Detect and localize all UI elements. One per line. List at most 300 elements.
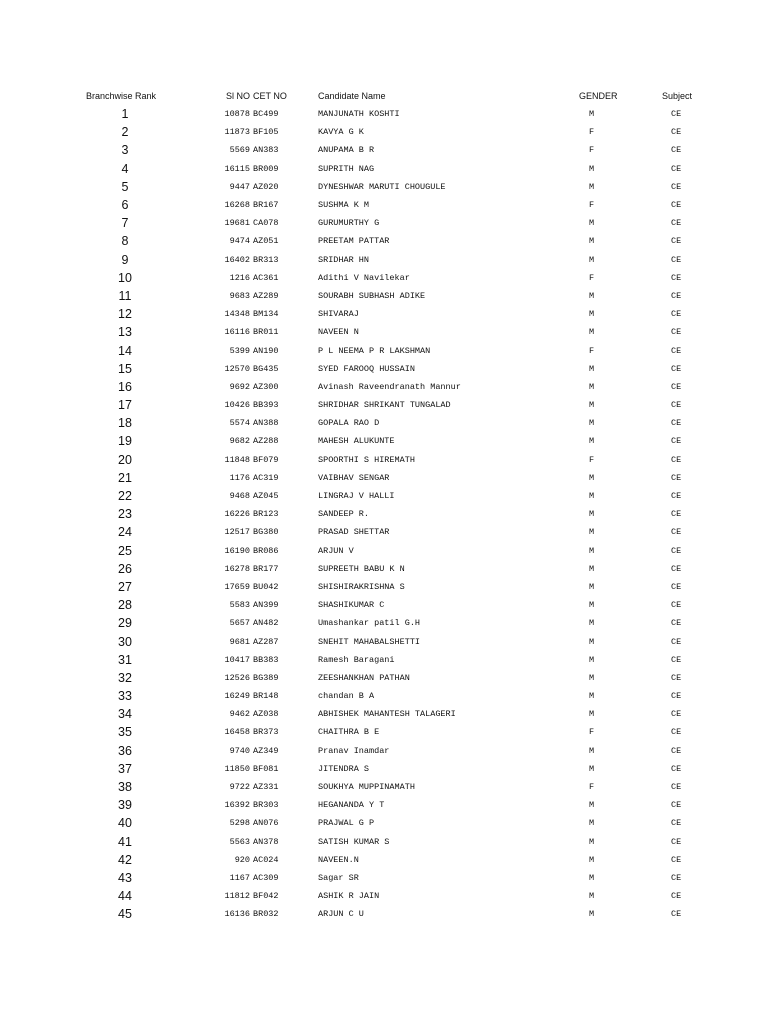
table-row	[80, 232, 725, 250]
cet-no-cell: BR148	[253, 691, 279, 702]
candidate-name-cell: SOURABH SUBHASH ADIKE	[318, 290, 426, 301]
rank-cell: 17	[118, 398, 132, 413]
sl-no-cell: 14348	[224, 309, 250, 320]
sl-no-cell: 10417	[224, 654, 250, 665]
rank-cell: 29	[118, 616, 132, 631]
candidate-name-cell: Avinash Raveendranath Mannur	[318, 381, 461, 392]
cet-no-cell: BR009	[253, 163, 279, 174]
rank-cell: 14	[118, 343, 132, 358]
candidate-name-cell: JITENDRA S	[318, 763, 370, 774]
table-row	[80, 742, 725, 760]
candidate-name-cell: VAIBHAV SENGAR	[318, 472, 390, 483]
sl-no-cell: 19681	[224, 218, 250, 229]
table-row	[80, 469, 725, 487]
rank-cell: 6	[121, 198, 129, 213]
candidate-name-cell: SHRIDHAR SHRIKANT TUNGALAD	[318, 400, 451, 411]
table-row	[80, 814, 725, 832]
header-gender: GENDER	[579, 91, 618, 101]
gender-cell: M	[589, 290, 595, 301]
cet-no-cell: BR086	[253, 545, 279, 556]
candidate-name-cell: ABHISHEK MAHANTESH TALAGERI	[318, 709, 456, 720]
candidate-name-cell: NAVEEN N	[318, 327, 359, 338]
cet-no-cell: BG380	[253, 527, 279, 538]
sl-no-cell: 16136	[224, 909, 250, 920]
rank-cell: 10	[118, 270, 132, 285]
table-row	[80, 723, 725, 741]
subject-cell: CE	[671, 654, 682, 665]
gender-cell: M	[589, 854, 595, 865]
header-subject: Subject	[662, 91, 693, 101]
gender-cell: M	[589, 472, 595, 483]
candidate-name-cell: PREETAM PATTAR	[318, 236, 390, 247]
subject-cell: CE	[671, 818, 682, 829]
cet-no-cell: AN378	[253, 836, 279, 847]
table-row	[80, 905, 725, 923]
subject-cell: CE	[671, 309, 682, 320]
candidate-name-cell: Sagar SR	[318, 872, 359, 883]
table-row	[80, 542, 725, 560]
gender-cell: M	[589, 618, 595, 629]
cet-no-cell: AZ288	[253, 436, 279, 447]
cet-no-cell: BG389	[253, 672, 279, 683]
gender-cell: M	[589, 563, 595, 574]
cet-no-cell: BR032	[253, 909, 279, 920]
sl-no-cell: 16249	[224, 691, 250, 702]
table-row	[80, 869, 725, 887]
gender-cell: M	[589, 818, 595, 829]
sl-no-cell: 10426	[224, 400, 250, 411]
subject-cell: CE	[671, 327, 682, 338]
sl-no-cell: 11850	[224, 763, 250, 774]
candidate-name-cell: SYED FAROOQ HUSSAIN	[318, 363, 415, 374]
rank-cell: 3	[121, 143, 129, 158]
gender-cell: M	[589, 691, 595, 702]
gender-cell: M	[589, 891, 595, 902]
cet-no-cell: AZ349	[253, 745, 279, 756]
candidate-name-cell: SATISH KUMAR S	[318, 836, 390, 847]
subject-cell: CE	[671, 491, 682, 502]
table-row	[80, 560, 725, 578]
sl-no-cell: 12526	[224, 672, 250, 683]
sl-no-cell: 17659	[224, 581, 250, 592]
sl-no-cell: 16190	[224, 545, 250, 556]
gender-cell: M	[589, 436, 595, 447]
rank-cell: 25	[118, 543, 132, 558]
candidate-name-cell: SNEHIT MAHABALSHETTI	[318, 636, 421, 647]
table-row	[80, 105, 725, 123]
table-row	[80, 414, 725, 432]
sl-no-cell: 5657	[229, 618, 250, 629]
cet-no-cell: AN482	[253, 618, 279, 629]
subject-cell: CE	[671, 418, 682, 429]
rank-cell: 19	[118, 434, 132, 449]
cet-no-cell: AC024	[253, 854, 279, 865]
gender-cell: M	[589, 236, 595, 247]
rank-cell: 27	[118, 579, 132, 594]
table-row	[80, 269, 725, 287]
header-cet-no: CET NO	[253, 91, 287, 101]
cet-no-cell: AZ289	[253, 290, 279, 301]
gender-cell: M	[589, 872, 595, 883]
sl-no-cell: 16116	[224, 327, 250, 338]
sl-no-cell: 11873	[224, 127, 250, 138]
header-row	[80, 87, 725, 105]
subject-cell: CE	[671, 472, 682, 483]
candidate-name-cell: PRASAD SHETTAR	[318, 527, 390, 538]
subject-cell: CE	[671, 800, 682, 811]
rank-cell: 1	[121, 107, 129, 122]
header-sl-no: Sl NO	[225, 91, 250, 101]
candidate-name-cell: ARJUN V	[318, 545, 354, 556]
subject-cell: CE	[671, 400, 682, 411]
gender-cell: M	[589, 527, 595, 538]
sl-no-cell: 16458	[224, 727, 250, 738]
rank-cell: 16	[118, 379, 132, 394]
subject-cell: CE	[671, 254, 682, 265]
subject-cell: CE	[671, 363, 682, 374]
sl-no-cell: 9462	[229, 709, 250, 720]
sl-no-cell: 5583	[229, 600, 250, 611]
rank-cell: 5	[121, 179, 129, 194]
candidate-name-cell: ARJUN C U	[318, 909, 364, 920]
subject-cell: CE	[671, 909, 682, 920]
subject-cell: CE	[671, 545, 682, 556]
table-row	[80, 251, 725, 269]
table-row	[80, 196, 725, 214]
gender-cell: M	[589, 709, 595, 720]
candidate-name-cell: PRAJWAL G P	[318, 818, 375, 829]
sl-no-cell: 9474	[229, 236, 250, 247]
sl-no-cell: 9740	[229, 745, 250, 756]
cet-no-cell: BR167	[253, 200, 279, 211]
subject-cell: CE	[671, 181, 682, 192]
gender-cell: M	[589, 600, 595, 611]
candidate-name-cell: SHISHIRAKRISHNA S	[318, 581, 405, 592]
subject-cell: CE	[671, 345, 682, 356]
candidate-name-cell: ANUPAMA B R	[318, 145, 375, 156]
sl-no-cell: 11812	[224, 891, 250, 902]
subject-cell: CE	[671, 109, 682, 120]
candidate-name-cell: Pranav Inamdar	[318, 745, 390, 756]
header-candidate-name: Candidate Name	[318, 91, 386, 101]
table-row	[80, 160, 725, 178]
subject-cell: CE	[671, 763, 682, 774]
rank-cell: 37	[118, 761, 132, 776]
rank-table	[80, 87, 725, 923]
rank-cell: 43	[118, 870, 132, 885]
rank-cell: 22	[118, 489, 132, 504]
rank-cell: 2	[121, 125, 129, 140]
table-row	[80, 651, 725, 669]
subject-cell: CE	[671, 200, 682, 211]
subject-cell: CE	[671, 236, 682, 247]
gender-cell: M	[589, 509, 595, 520]
sl-no-cell: 16392	[224, 800, 250, 811]
candidate-name-cell: Umashankar patil G.H	[318, 618, 421, 629]
candidate-name-cell: GURUMURTHY G	[318, 218, 380, 229]
table-row	[80, 451, 725, 469]
subject-cell: CE	[671, 272, 682, 283]
gender-cell: M	[589, 109, 595, 120]
gender-cell: F	[589, 454, 595, 465]
cet-no-cell: AZ038	[253, 709, 279, 720]
cet-no-cell: BF079	[253, 454, 279, 465]
gender-cell: M	[589, 800, 595, 811]
table-row	[80, 705, 725, 723]
cet-no-cell: AZ331	[253, 782, 279, 793]
subject-cell: CE	[671, 709, 682, 720]
rank-cell: 30	[118, 634, 132, 649]
candidate-name-cell: ASHIK R JAIN	[318, 891, 380, 902]
sl-no-cell: 16278	[224, 563, 250, 574]
candidate-name-cell: CHAITHRA B E	[318, 727, 380, 738]
cet-no-cell: BC499	[253, 109, 279, 120]
table-row	[80, 360, 725, 378]
candidate-name-cell: Adithi V Navilekar	[318, 272, 410, 283]
cet-no-cell: AZ020	[253, 181, 279, 192]
gender-cell: M	[589, 181, 595, 192]
rank-cell: 23	[118, 507, 132, 522]
table-row	[80, 287, 725, 305]
rank-cell: 18	[118, 416, 132, 431]
sl-no-cell: 5298	[229, 818, 250, 829]
sl-no-cell: 9683	[229, 290, 250, 301]
table-row	[80, 523, 725, 541]
candidate-name-cell: ZEESHANKHAN PATHAN	[318, 672, 410, 683]
sl-no-cell: 1216	[229, 272, 250, 283]
candidate-name-cell: LINGRAJ V HALLI	[318, 491, 395, 502]
candidate-name-cell: SRIDHAR HN	[318, 254, 370, 265]
table-row	[80, 687, 725, 705]
sl-no-cell: 9468	[229, 491, 250, 502]
table-row	[80, 760, 725, 778]
subject-cell: CE	[671, 509, 682, 520]
rank-cell: 42	[118, 852, 132, 867]
gender-cell: M	[589, 254, 595, 265]
gender-cell: F	[589, 127, 595, 138]
subject-cell: CE	[671, 454, 682, 465]
subject-cell: CE	[671, 381, 682, 392]
rank-cell: 38	[118, 780, 132, 795]
sl-no-cell: 5399	[229, 345, 250, 356]
cet-no-cell: BR123	[253, 509, 279, 520]
sl-no-cell: 9447	[229, 181, 250, 192]
subject-cell: CE	[671, 891, 682, 902]
gender-cell: M	[589, 218, 595, 229]
candidate-name-cell: SOUKHYA MUPPINAMATH	[318, 782, 415, 793]
subject-cell: CE	[671, 145, 682, 156]
sl-no-cell: 9681	[229, 636, 250, 647]
table-row	[80, 796, 725, 814]
gender-cell: M	[589, 418, 595, 429]
subject-cell: CE	[671, 636, 682, 647]
subject-cell: CE	[671, 672, 682, 683]
subject-cell: CE	[671, 727, 682, 738]
rank-cell: 33	[118, 689, 132, 704]
cet-no-cell: BB383	[253, 654, 279, 665]
cet-no-cell: AN190	[253, 345, 279, 356]
subject-cell: CE	[671, 745, 682, 756]
rank-cell: 31	[118, 652, 132, 667]
table-row	[80, 378, 725, 396]
table-row	[80, 487, 725, 505]
sl-no-cell: 11848	[224, 454, 250, 465]
table-row	[80, 123, 725, 141]
subject-cell: CE	[671, 163, 682, 174]
gender-cell: F	[589, 345, 595, 356]
candidate-name-cell: SANDEEP R.	[318, 509, 370, 520]
table-row	[80, 141, 725, 159]
sl-no-cell: 1167	[229, 872, 250, 883]
sl-no-cell: 12517	[224, 527, 250, 538]
gender-cell: M	[589, 163, 595, 174]
cet-no-cell: BF081	[253, 763, 279, 774]
subject-cell: CE	[671, 600, 682, 611]
header-branchwise-rank: Branchwise Rank	[86, 91, 157, 101]
gender-cell: M	[589, 581, 595, 592]
sl-no-cell: 9722	[229, 782, 250, 793]
cet-no-cell: BG435	[253, 363, 279, 374]
gender-cell: M	[589, 545, 595, 556]
rank-cell: 32	[118, 670, 132, 685]
cet-no-cell: BM134	[253, 309, 279, 320]
cet-no-cell: AC309	[253, 872, 279, 883]
cet-no-cell: BB393	[253, 400, 279, 411]
gender-cell: F	[589, 272, 595, 283]
sl-no-cell: 1176	[229, 472, 250, 483]
subject-cell: CE	[671, 618, 682, 629]
sl-no-cell: 16402	[224, 254, 250, 265]
rank-cell: 8	[121, 234, 129, 249]
subject-cell: CE	[671, 436, 682, 447]
cet-no-cell: BF042	[253, 891, 279, 902]
candidate-name-cell: SUPRITH NAG	[318, 163, 375, 174]
rank-cell: 21	[118, 470, 132, 485]
table-body	[80, 105, 725, 923]
table-row	[80, 323, 725, 341]
cet-no-cell: AC319	[253, 472, 279, 483]
sl-no-cell: 5574	[229, 418, 250, 429]
table-row	[80, 669, 725, 687]
rank-cell: 34	[118, 707, 132, 722]
candidate-name-cell: HEGANANDA Y T	[318, 800, 385, 811]
rank-cell: 20	[118, 452, 132, 467]
subject-cell: CE	[671, 127, 682, 138]
rank-cell: 9	[121, 252, 129, 267]
cet-no-cell: AN388	[253, 418, 279, 429]
candidate-name-cell: MAHESH ALUKUNTE	[318, 436, 395, 447]
gender-cell: F	[589, 145, 595, 156]
candidate-name-cell: KAVYA G K	[318, 127, 364, 138]
cet-no-cell: AN076	[253, 818, 279, 829]
subject-cell: CE	[671, 218, 682, 229]
cet-no-cell: BR373	[253, 727, 279, 738]
sl-no-cell: 5569	[229, 145, 250, 156]
table-row	[80, 505, 725, 523]
table-row	[80, 396, 725, 414]
cet-no-cell: CA078	[253, 218, 279, 229]
candidate-name-cell: NAVEEN.N	[318, 854, 359, 865]
sl-no-cell: 16268	[224, 200, 250, 211]
candidate-name-cell: SUSHMA K M	[318, 200, 370, 211]
subject-cell: CE	[671, 836, 682, 847]
rank-cell: 4	[121, 161, 129, 176]
cet-no-cell: BR313	[253, 254, 279, 265]
gender-cell: F	[589, 727, 595, 738]
rank-cell: 44	[118, 889, 132, 904]
subject-cell: CE	[671, 581, 682, 592]
subject-cell: CE	[671, 290, 682, 301]
cet-no-cell: BF105	[253, 127, 279, 138]
rank-cell: 15	[118, 361, 132, 376]
cet-no-cell: AN399	[253, 600, 279, 611]
sl-no-cell: 16226	[224, 509, 250, 520]
gender-cell: M	[589, 381, 595, 392]
gender-cell: M	[589, 654, 595, 665]
table-row	[80, 341, 725, 359]
cet-no-cell: AC361	[253, 272, 279, 283]
table-row	[80, 851, 725, 869]
cet-no-cell: BR011	[253, 327, 279, 338]
candidate-name-cell: GOPALA RAO D	[318, 418, 380, 429]
rank-cell: 35	[118, 725, 132, 740]
gender-cell: M	[589, 636, 595, 647]
subject-cell: CE	[671, 782, 682, 793]
subject-cell: CE	[671, 563, 682, 574]
rank-cell: 45	[118, 907, 132, 922]
candidate-name-cell: P L NEEMA P R LAKSHMAN	[318, 345, 431, 356]
sl-no-cell: 920	[234, 854, 250, 865]
rank-cell: 11	[118, 288, 132, 303]
subject-cell: CE	[671, 872, 682, 883]
cet-no-cell: AZ300	[253, 381, 279, 392]
table-row	[80, 596, 725, 614]
table-row	[80, 887, 725, 905]
gender-cell: M	[589, 909, 595, 920]
rank-cell: 12	[118, 307, 132, 322]
gender-cell: M	[589, 363, 595, 374]
table-row	[80, 432, 725, 450]
rank-cell: 26	[118, 561, 132, 576]
gender-cell: M	[589, 763, 595, 774]
table-row	[80, 178, 725, 196]
gender-cell: M	[589, 400, 595, 411]
candidate-name-cell: SUPREETH BABU K N	[318, 563, 405, 574]
candidate-name-cell: Ramesh Baragani	[318, 654, 395, 665]
table-row	[80, 614, 725, 632]
gender-cell: M	[589, 836, 595, 847]
rank-cell: 28	[118, 598, 132, 613]
subject-cell: CE	[671, 854, 682, 865]
gender-cell: F	[589, 782, 595, 793]
cet-no-cell: AN383	[253, 145, 279, 156]
table-row	[80, 833, 725, 851]
rank-cell: 39	[118, 798, 132, 813]
cet-no-cell: AZ045	[253, 491, 279, 502]
gender-cell: M	[589, 745, 595, 756]
candidate-name-cell: SPOORTHI S HIREMATH	[318, 454, 415, 465]
gender-cell: F	[589, 200, 595, 211]
table-row	[80, 778, 725, 796]
cet-no-cell: AZ287	[253, 636, 279, 647]
table-row	[80, 305, 725, 323]
candidate-name-cell: chandan B A	[318, 691, 375, 702]
rank-cell: 24	[118, 525, 132, 540]
candidate-name-cell: SHASHIKUMAR C	[318, 600, 385, 611]
gender-cell: M	[589, 327, 595, 338]
sl-no-cell: 9692	[229, 381, 250, 392]
sl-no-cell: 12570	[224, 363, 250, 374]
